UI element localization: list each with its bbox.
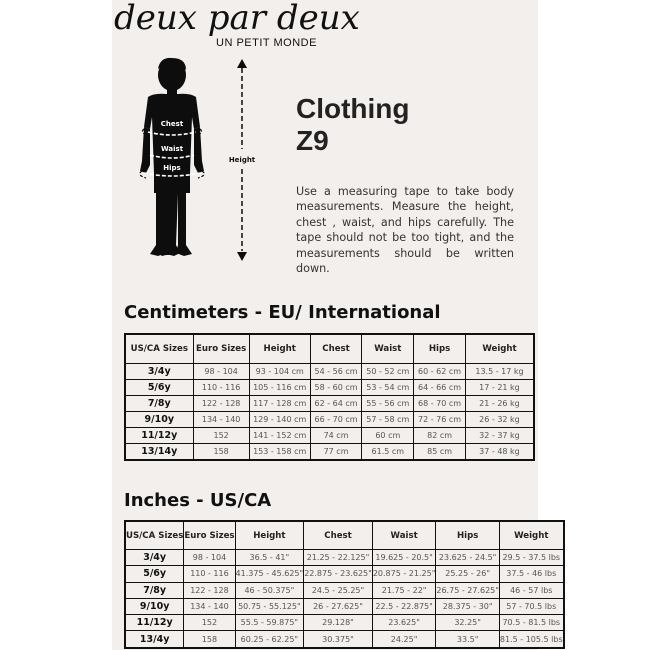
table-row [125,364,534,380]
logo-script: deux par deux [114,0,360,38]
table-cell: 21.75 - 22" [372,582,436,598]
column-header: Euro Sizes [193,334,249,364]
page-title [296,93,410,157]
cm-table-heading: Centimeters - EU/ International [124,302,441,323]
table-cell: 98 - 104 [184,550,235,566]
table-cell: 36.5 - 41" [235,550,304,566]
column-header: Chest [310,334,362,364]
size-label-cell: 13/4y [125,631,184,648]
table-cell: 70.5 - 81.5 lbs [499,615,563,631]
column-header: Euro Sizes [184,521,235,550]
table-cell: 129 - 140 cm [249,412,310,428]
table-cell: 57 - 58 cm [362,412,414,428]
table-row [125,380,534,396]
table-cell: 50.75 - 55.125" [235,598,304,614]
column-header: Waist [372,521,436,550]
size-label-cell: 9/10y [125,412,193,428]
table-cell: 152 [184,615,235,631]
logo-subtitle: UN PETIT MONDE [216,37,317,49]
table-row [125,566,564,582]
table-cell: 41.375 - 45.625" [235,566,304,582]
table-cell: 13.5 - 17 kg [465,364,534,380]
table-cell: 46 - 50.375" [235,582,304,598]
table-cell: 134 - 140 [193,412,249,428]
table-cell: 64 - 66 cm [414,380,466,396]
table-cell: 32 - 37 kg [465,428,534,444]
table-cell: 50 - 52 cm [362,364,414,380]
table-cell: 82 cm [414,428,466,444]
table-cell: 19.625 - 20.5" [372,550,436,566]
table-cell: 53 - 54 cm [362,380,414,396]
hips-label: Hips [163,164,181,172]
table-cell: 68 - 70 cm [414,396,466,412]
cm-size-table [124,333,535,461]
inches-table-heading: Inches - US/CA [124,490,272,511]
size-label-cell: 3/4y [125,364,193,380]
title-line-1: Clothing [296,93,410,124]
size-label-cell: 7/8y [125,582,184,598]
table-cell: 152 [193,428,249,444]
table-cell: 85 cm [414,444,466,461]
table-row [125,582,564,598]
chest-label: Chest [160,120,184,128]
size-label-cell: 3/4y [125,550,184,566]
table-header-row [125,521,564,550]
table-cell: 72 - 76 cm [414,412,466,428]
column-header: US/CA Sizes [125,521,184,550]
table-cell: 81.5 - 105.5 lbs [499,631,563,648]
column-header: Chest [304,521,373,550]
table-cell: 21.25 - 22.125" [304,550,373,566]
column-header: Hips [414,334,466,364]
table-cell: 117 - 128 cm [249,396,310,412]
table-cell: 122 - 128 [193,396,249,412]
table-cell: 24.25" [372,631,436,648]
table-cell: 17 - 21 kg [465,380,534,396]
size-label-cell: 5/6y [125,380,193,396]
table-row [125,428,534,444]
brand-logo [112,0,360,50]
table-row [125,396,534,412]
inches-size-table [124,520,565,649]
table-cell: 74 cm [310,428,362,444]
table-cell: 29.5 - 37.5 lbs [499,550,563,566]
table-cell: 57 - 70.5 lbs [499,598,563,614]
table-cell: 158 [184,631,235,648]
table-cell: 24.5 - 25.25" [304,582,373,598]
table-cell: 55 - 56 cm [362,396,414,412]
table-cell: 33.5" [436,631,500,648]
table-cell: 46 - 57 lbs [499,582,563,598]
column-header: Waist [362,334,414,364]
size-label-cell: 9/10y [125,598,184,614]
table-cell: 32.25" [436,615,500,631]
title-line-2: Z9 [296,125,329,156]
size-label-cell: 7/8y [125,396,193,412]
table-cell: 153 - 158 cm [249,444,310,461]
table-cell: 62 - 64 cm [310,396,362,412]
table-cell: 23.625" [372,615,436,631]
table-row [125,412,534,428]
table-cell: 77 cm [310,444,362,461]
table-row [125,444,534,461]
waist-label: Waist [160,145,184,153]
table-cell: 26 - 32 kg [465,412,534,428]
table-row [125,631,564,648]
table-cell: 23.625 - 24.5" [436,550,500,566]
table-cell: 29.128" [304,615,373,631]
column-header: Height [235,521,304,550]
table-cell: 37.5 - 46 lbs [499,566,563,582]
table-cell: 110 - 116 [193,380,249,396]
table-cell: 20.875 - 21.25" [372,566,436,582]
size-label-cell: 11/12y [125,428,193,444]
column-header: US/CA Sizes [125,334,193,364]
table-cell: 26 - 27.625" [304,598,373,614]
table-cell: 54 - 56 cm [310,364,362,380]
table-cell: 110 - 116 [184,566,235,582]
measuring-instructions: Use a measuring tape to take body measurements. Measure the height, chest , waist, and hips carefully. The tape should not be too tight, and the measurements should be written down. [296,185,514,276]
size-label-cell: 11/12y [125,615,184,631]
table-cell: 22.5 - 22.875" [372,598,436,614]
table-cell: 134 - 140 [184,598,235,614]
column-header: Hips [436,521,500,550]
table-cell: 37 - 48 kg [465,444,534,461]
table-row [125,550,564,566]
table-cell: 61.5 cm [362,444,414,461]
table-cell: 60.25 - 62.25" [235,631,304,648]
table-cell: 26.75 - 27.625" [436,582,500,598]
table-cell: 58 - 60 cm [310,380,362,396]
table-cell: 98 - 104 [193,364,249,380]
height-label: Height [228,156,256,164]
table-row [125,598,564,614]
table-cell: 93 - 104 cm [249,364,310,380]
measurement-figure [130,55,270,265]
table-cell: 22.875 - 23.625" [304,566,373,582]
column-header: Weight [465,334,534,364]
table-header-row [125,334,534,364]
table-cell: 55.5 - 59.875" [235,615,304,631]
table-cell: 158 [193,444,249,461]
column-header: Height [249,334,310,364]
column-header: Weight [499,521,563,550]
table-cell: 28.375 - 30" [436,598,500,614]
table-cell: 25.25 - 26" [436,566,500,582]
table-cell: 60 cm [362,428,414,444]
child-silhouette-icon [130,55,270,265]
table-cell: 21 - 26 kg [465,396,534,412]
table-cell: 105 - 116 cm [249,380,310,396]
table-cell: 122 - 128 [184,582,235,598]
size-label-cell: 5/6y [125,566,184,582]
size-label-cell: 13/14y [125,444,193,461]
table-cell: 141 - 152 cm [249,428,310,444]
table-cell: 30.375" [304,631,373,648]
table-row [125,615,564,631]
table-cell: 60 - 62 cm [414,364,466,380]
table-cell: 66 - 70 cm [310,412,362,428]
